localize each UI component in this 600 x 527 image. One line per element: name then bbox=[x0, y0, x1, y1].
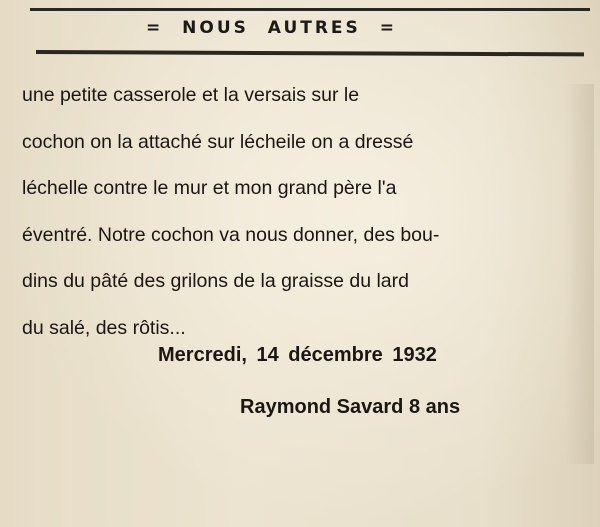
section-header bbox=[30, 14, 590, 48]
article-date: Mercredi, 14 décembre 1932 bbox=[158, 344, 437, 366]
article-line: une petite casserole et la versais sur le bbox=[22, 84, 360, 106]
article-line: léchelle contre le mur et mon grand père l'a bbox=[22, 177, 397, 199]
header-top-rule bbox=[30, 8, 590, 11]
article-line: du salé, des rôtis... bbox=[22, 316, 186, 339]
article-line: éventré. Notre cochon va nous donner, des bou- bbox=[22, 223, 440, 246]
header-bottom-rule bbox=[36, 50, 584, 56]
author-signature: Raymond Savard 8 ans bbox=[240, 396, 461, 418]
article-body bbox=[22, 72, 562, 351]
article-line: dins du pâté des grilons de la graisse du lard bbox=[22, 270, 409, 292]
article-line: cochon on la attaché sur lécheile on a dressé bbox=[22, 130, 414, 153]
page-edge-shadow bbox=[564, 84, 594, 464]
section-title: = NOUS AUTRES = bbox=[146, 18, 397, 38]
